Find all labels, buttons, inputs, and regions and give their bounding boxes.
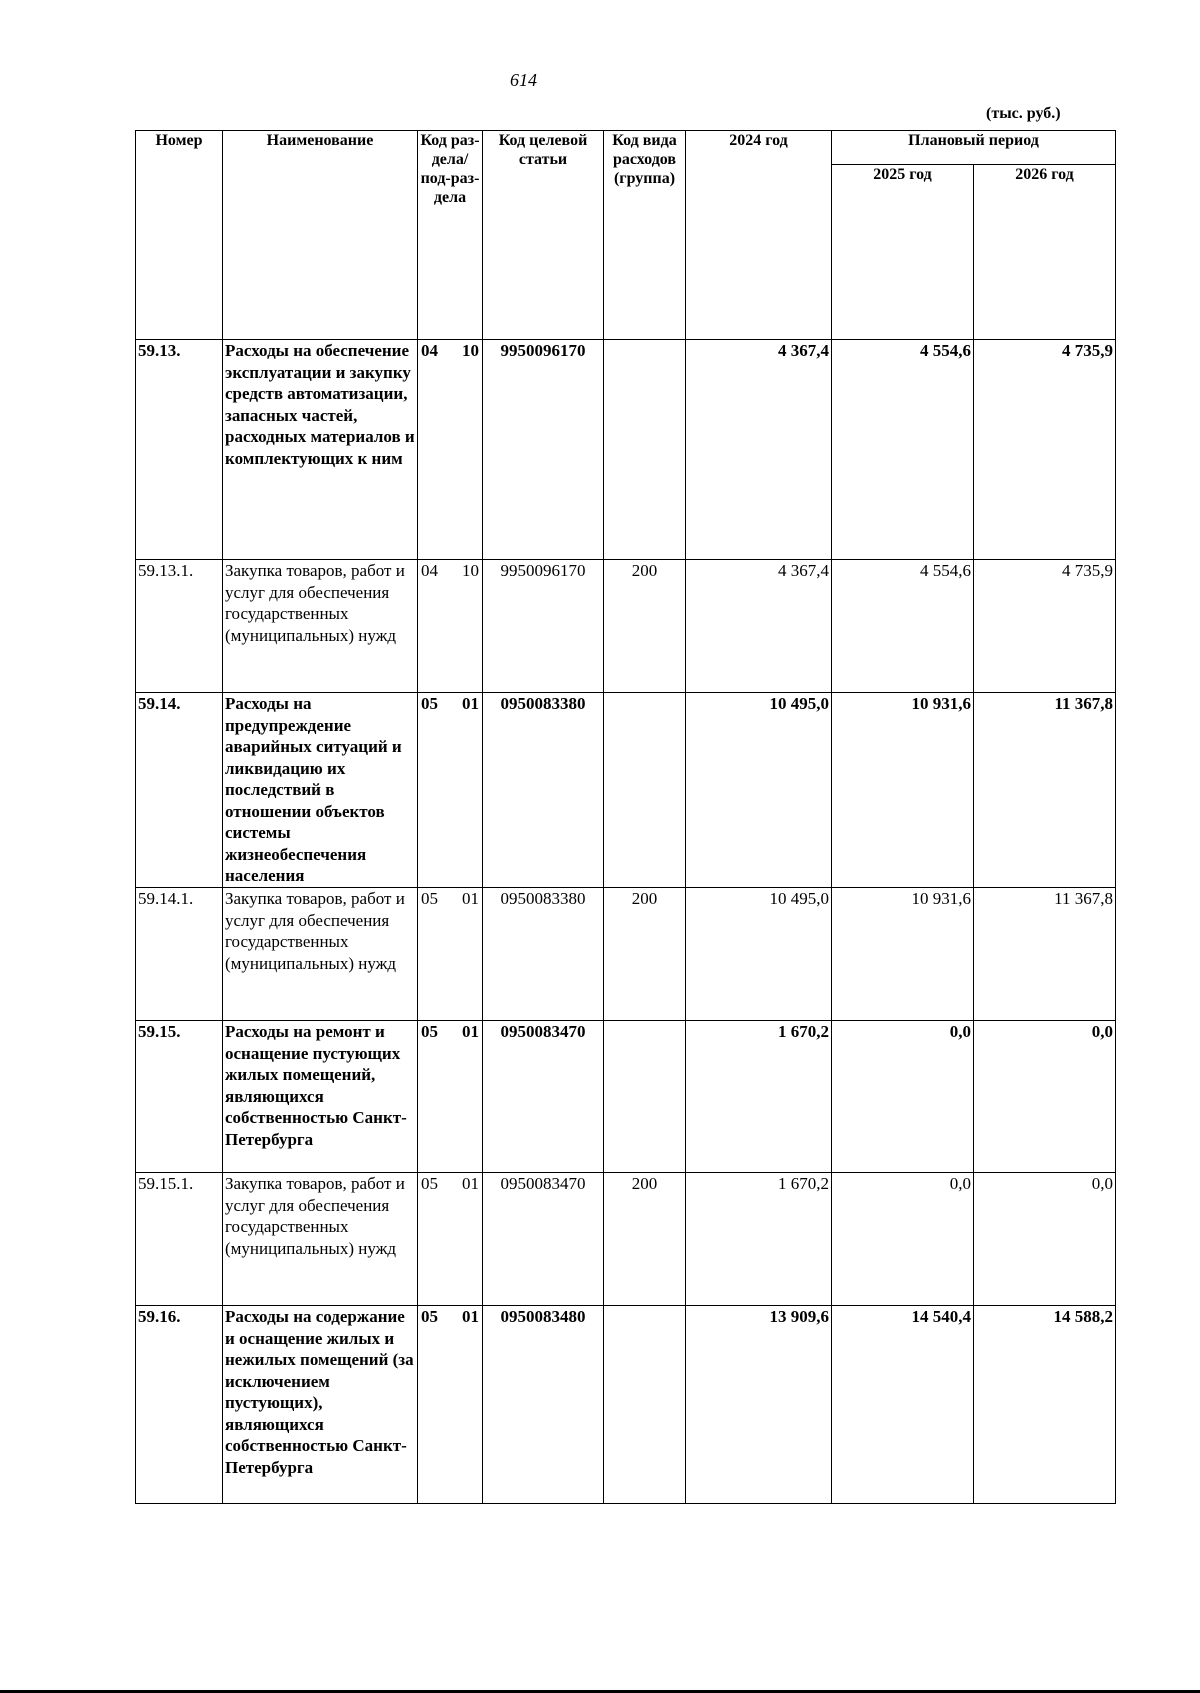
row-name: Закупка товаров, работ и услуг для обеспечения государственных (муниципальных) нужд	[223, 1173, 418, 1306]
row-podrazdel: 01	[462, 694, 479, 713]
row-razdel: 05	[421, 889, 438, 908]
row-section-code	[418, 1021, 483, 1173]
row-section-code	[418, 1173, 483, 1306]
row-section-code	[418, 693, 483, 888]
row-value-2024: 10 495,0	[686, 888, 832, 1021]
row-number: 59.14.1.	[136, 888, 223, 1021]
row-number: 59.14.	[136, 693, 223, 888]
header-expense-type: Код вида расходов (группа)	[604, 131, 686, 340]
row-name: Расходы на содержание и оснащение жилых и нежилых помещений (за исключением пустующих), являющихся собственностью Санкт-Петербурга	[223, 1306, 418, 1504]
row-value-2025: 4 554,6	[832, 340, 974, 560]
row-value-2026: 14 588,2	[974, 1306, 1116, 1504]
header-section-code: Код раз-дела/ под-раз-дела	[418, 131, 483, 340]
row-podrazdel: 01	[462, 1174, 479, 1193]
row-target-code: 0950083480	[483, 1306, 604, 1504]
row-value-2025: 10 931,6	[832, 693, 974, 888]
table-row	[136, 1021, 1116, 1173]
row-value-2024: 1 670,2	[686, 1021, 832, 1173]
row-podrazdel: 01	[462, 889, 479, 908]
row-section-code	[418, 888, 483, 1021]
budget-table	[135, 130, 1116, 1504]
row-value-2024: 13 909,6	[686, 1306, 832, 1504]
row-expense-type	[604, 340, 686, 560]
row-value-2025: 4 554,6	[832, 560, 974, 693]
page-number: 614	[510, 70, 537, 90]
row-section-code	[418, 340, 483, 560]
row-name: Расходы на обеспечение эксплуатации и закупку средств автоматизации, запасных частей, расходных материалов и комплектующих к ним	[223, 340, 418, 560]
row-razdel: 05	[421, 1307, 438, 1326]
header-year-2025: 2025 год	[832, 165, 974, 340]
row-expense-type: 200	[604, 560, 686, 693]
row-razdel: 05	[421, 1174, 438, 1193]
row-razdel: 04	[421, 561, 438, 580]
row-razdel: 05	[421, 694, 438, 713]
row-number: 59.15.	[136, 1021, 223, 1173]
row-value-2026: 11 367,8	[974, 693, 1116, 888]
row-section-code	[418, 560, 483, 693]
row-value-2026: 0,0	[974, 1173, 1116, 1306]
table-row	[136, 888, 1116, 1021]
header-year-2026: 2026 год	[974, 165, 1116, 340]
row-number: 59.13.1.	[136, 560, 223, 693]
row-name: Закупка товаров, работ и услуг для обеспечения государственных (муниципальных) нужд	[223, 560, 418, 693]
row-value-2026: 0,0	[974, 1021, 1116, 1173]
row-expense-type: 200	[604, 1173, 686, 1306]
row-podrazdel: 10	[462, 561, 479, 580]
row-expense-type	[604, 693, 686, 888]
row-target-code: 0950083470	[483, 1021, 604, 1173]
row-expense-type	[604, 1306, 686, 1504]
row-podrazdel: 01	[462, 1022, 479, 1041]
row-podrazdel: 10	[462, 341, 479, 360]
row-expense-type	[604, 1021, 686, 1173]
header-name: Наименование	[223, 131, 418, 340]
row-name: Расходы на ремонт и оснащение пустующих жилых помещений, являющихся собственностью Санкт-Петербурга	[223, 1021, 418, 1173]
row-razdel: 04	[421, 341, 438, 360]
row-value-2026: 4 735,9	[974, 340, 1116, 560]
units-label: (тыс. руб.)	[986, 105, 1061, 122]
row-name: Расходы на предупреждение аварийных ситуаций и ликвидацию их последствий в отношении объектов системы жизнеобеспечения населения	[223, 693, 418, 888]
row-target-code: 9950096170	[483, 560, 604, 693]
row-expense-type: 200	[604, 888, 686, 1021]
table-row	[136, 560, 1116, 693]
row-number: 59.13.	[136, 340, 223, 560]
table-body	[136, 340, 1116, 1504]
row-number: 59.15.1.	[136, 1173, 223, 1306]
row-target-code: 0950083380	[483, 693, 604, 888]
header-row-1	[136, 131, 1116, 165]
row-value-2026: 4 735,9	[974, 560, 1116, 693]
table-row	[136, 340, 1116, 560]
header-target-code: Код целевой статьи	[483, 131, 604, 340]
row-value-2024: 4 367,4	[686, 560, 832, 693]
row-number: 59.16.	[136, 1306, 223, 1504]
row-value-2026: 11 367,8	[974, 888, 1116, 1021]
row-razdel: 05	[421, 1022, 438, 1041]
row-section-code	[418, 1306, 483, 1504]
header-number: Номер	[136, 131, 223, 340]
row-target-code: 0950083380	[483, 888, 604, 1021]
row-value-2025: 0,0	[832, 1173, 974, 1306]
row-value-2024: 4 367,4	[686, 340, 832, 560]
row-target-code: 9950096170	[483, 340, 604, 560]
table-row	[136, 1306, 1116, 1504]
row-value-2025: 10 931,6	[832, 888, 974, 1021]
table-row	[136, 1173, 1116, 1306]
header-planning-period: Плановый период	[832, 131, 1116, 165]
row-value-2024: 10 495,0	[686, 693, 832, 888]
header-year-2024: 2024 год	[686, 131, 832, 340]
table-row	[136, 693, 1116, 888]
row-value-2025: 14 540,4	[832, 1306, 974, 1504]
row-value-2025: 0,0	[832, 1021, 974, 1173]
row-name: Закупка товаров, работ и услуг для обеспечения государственных (муниципальных) нужд	[223, 888, 418, 1021]
row-value-2024: 1 670,2	[686, 1173, 832, 1306]
row-podrazdel: 01	[462, 1307, 479, 1326]
row-target-code: 0950083470	[483, 1173, 604, 1306]
